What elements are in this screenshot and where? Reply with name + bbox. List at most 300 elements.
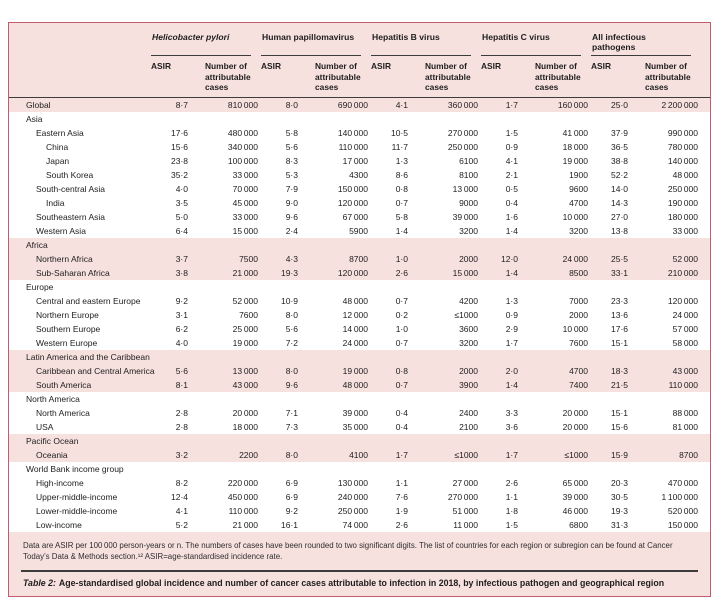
asir-value: 1·3 (505, 296, 518, 307)
asir-value: 2·1 (505, 170, 518, 181)
asir-value: 2·4 (285, 226, 298, 237)
table-row (9, 182, 710, 196)
asir-value: 3·1 (175, 310, 188, 321)
asir-value: 6·2 (175, 324, 188, 335)
asir-value: 0·4 (505, 198, 518, 209)
cases-column-header: Number of attributable cases (425, 61, 471, 92)
asir-value: 14·0 (610, 184, 628, 195)
cases-value: 150 000 (337, 184, 368, 195)
row-label: China (46, 142, 69, 153)
row-label: North America (36, 408, 90, 419)
cases-value: 39 000 (562, 492, 588, 503)
row-label: Northern Africa (36, 254, 93, 265)
asir-value: 52·2 (610, 170, 628, 181)
group-underline (591, 55, 691, 56)
asir-column-header: ASIR (371, 61, 392, 71)
asir-value: 4·0 (175, 338, 188, 349)
table-row (9, 154, 710, 168)
asir-value: 8·2 (175, 478, 188, 489)
row-label: High-income (36, 478, 84, 489)
asir-value: 37·9 (610, 128, 628, 139)
asir-value: 0·7 (395, 296, 408, 307)
cases-value: 8100 (459, 170, 478, 181)
row-label: Southern Europe (36, 324, 101, 335)
row-label: Southeastern Asia (36, 212, 105, 223)
asir-value: 1·4 (505, 268, 518, 279)
asir-value: 2·6 (505, 478, 518, 489)
table-row (9, 504, 710, 518)
cases-column-header: Number of attributable cases (315, 61, 361, 92)
asir-value: 0·7 (395, 198, 408, 209)
cases-value: 13 000 (232, 366, 258, 377)
cases-value: 4200 (459, 296, 478, 307)
asir-value: 8·3 (285, 156, 298, 167)
cases-value: 2400 (459, 408, 478, 419)
pathogen-group-header-hbv (371, 28, 481, 56)
asir-value: 9·2 (285, 506, 298, 517)
asir-value: 19·3 (280, 268, 298, 279)
cases-value: 67 000 (342, 212, 368, 223)
asir-value: 20·3 (610, 478, 628, 489)
asir-value: 8·0 (285, 450, 298, 461)
asir-value: 8·6 (395, 170, 408, 181)
table-row (9, 210, 710, 224)
asir-value: 0·9 (505, 142, 518, 153)
asir-value: 3·7 (175, 254, 188, 265)
cases-value: 35 000 (342, 422, 368, 433)
table-row (9, 252, 710, 266)
asir-value: 3·6 (505, 422, 518, 433)
table-row (9, 266, 710, 280)
cases-value: 74 000 (342, 520, 368, 531)
asir-value: 5·2 (175, 520, 188, 531)
cases-value: 9000 (459, 198, 478, 209)
asir-value: 0·4 (395, 408, 408, 419)
asir-value: 7·9 (285, 184, 298, 195)
asir-value: 2·8 (175, 408, 188, 419)
table-row (9, 476, 710, 490)
asir-value: 12·0 (500, 254, 518, 265)
asir-value: 15·1 (610, 408, 628, 419)
asir-value: 5·8 (395, 212, 408, 223)
pathogen-group-header-hpv (261, 28, 371, 56)
asir-value: 3·5 (175, 198, 188, 209)
cases-value: 39 000 (452, 212, 478, 223)
asir-column-header: ASIR (151, 61, 172, 71)
cases-value: 7600 (569, 338, 588, 349)
cases-value: 110 000 (228, 506, 258, 517)
row-label: Pacific Ocean (26, 436, 79, 447)
asir-value: 8·0 (285, 310, 298, 321)
asir-value: 6·9 (285, 478, 298, 489)
asir-value: 15·6 (610, 422, 628, 433)
asir-value: 1·7 (395, 450, 408, 461)
cases-value: 250 000 (667, 184, 698, 195)
asir-value: 27·0 (610, 212, 628, 223)
cases-value: 21 000 (232, 268, 258, 279)
cases-value: 250 000 (337, 506, 368, 517)
cases-value: 25 000 (232, 324, 258, 335)
asir-value: 7·2 (285, 338, 298, 349)
table-row (9, 196, 710, 210)
cases-value: ≤1000 (564, 450, 588, 461)
cases-value: 33 000 (232, 212, 258, 223)
section-row (9, 238, 710, 252)
cases-value: 24 000 (672, 310, 698, 321)
cases-value: 470 000 (667, 478, 698, 489)
table-row (9, 490, 710, 504)
section-row (9, 434, 710, 448)
asir-value: 0·4 (395, 422, 408, 433)
cases-value: 3900 (459, 380, 478, 391)
cases-value: 180 000 (667, 212, 698, 223)
cases-value: 3200 (569, 226, 588, 237)
asir-value: 11·7 (391, 142, 408, 153)
cases-value: 240 000 (337, 492, 368, 503)
cases-value: 4700 (569, 198, 588, 209)
cases-value: 15 000 (452, 268, 478, 279)
asir-value: 6·9 (285, 492, 298, 503)
cases-value: 39 000 (342, 408, 368, 419)
cases-value: 7500 (239, 254, 258, 265)
section-row (9, 462, 710, 476)
cases-value: 1 100 000 (661, 492, 698, 503)
cases-value: 27 000 (452, 478, 478, 489)
cases-value: 140 000 (337, 128, 368, 139)
cases-value: 24 000 (562, 254, 588, 265)
asir-value: 0·2 (395, 310, 408, 321)
asir-value: 4·1 (395, 100, 408, 111)
row-label: Caribbean and Central America (36, 366, 155, 377)
cases-value: 810 000 (227, 100, 258, 111)
cases-value: 2100 (459, 422, 478, 433)
cases-value: 19 000 (232, 338, 258, 349)
asir-value: 18·3 (610, 366, 628, 377)
asir-value: 1·1 (505, 492, 518, 503)
group-label: All infectious pathogens (592, 32, 646, 52)
group-underline (261, 55, 361, 56)
asir-value: 7·1 (285, 408, 298, 419)
pathogen-group-header-hcv (481, 28, 591, 56)
cases-value: 120 000 (667, 296, 698, 307)
cases-value: 3200 (459, 338, 478, 349)
table-row (9, 420, 710, 434)
asir-value: 0·7 (395, 338, 408, 349)
group-underline (481, 55, 581, 56)
group-underline (371, 55, 471, 56)
asir-value: 3·2 (175, 450, 188, 461)
asir-value: 9·6 (285, 212, 298, 223)
row-label: Europe (26, 282, 54, 293)
row-label: Lower-middle-income (36, 506, 118, 517)
table-row (9, 126, 710, 140)
asir-value: 4·1 (175, 506, 188, 517)
cases-value: 81 000 (672, 422, 698, 433)
asir-value: 9·0 (285, 198, 298, 209)
table-row (9, 518, 710, 532)
asir-value: 1·5 (505, 520, 518, 531)
table-row (9, 140, 710, 154)
row-label: Africa (26, 240, 48, 251)
row-label: USA (36, 422, 54, 433)
asir-value: 1·6 (505, 212, 518, 223)
asir-value: 1·5 (505, 128, 518, 139)
asir-value: 0·7 (395, 380, 408, 391)
section-row (9, 280, 710, 294)
cases-value: 58 000 (672, 338, 698, 349)
caption-prefix: Table 2: (23, 577, 56, 588)
cases-value: 2000 (459, 254, 478, 265)
asir-value: 7·6 (395, 492, 408, 503)
group-underline (151, 55, 251, 56)
cases-value: 5900 (349, 226, 368, 237)
pathogen-group-row (9, 28, 710, 56)
asir-value: 8·7 (175, 100, 188, 111)
corner-cell (21, 28, 151, 56)
column-subheader-row (9, 56, 710, 97)
asir-value: 17·6 (610, 324, 628, 335)
cases-value: 190 000 (667, 198, 698, 209)
table-row (9, 322, 710, 336)
asir-column-header: ASIR (261, 61, 282, 71)
asir-value: 1·0 (395, 324, 408, 335)
cases-value: 210 000 (667, 268, 698, 279)
cases-value: 9600 (569, 184, 588, 195)
cases-value: 3600 (459, 324, 478, 335)
asir-value: 2·0 (505, 366, 518, 377)
row-label: South America (36, 380, 92, 391)
asir-value: 8·1 (175, 380, 188, 391)
cases-value: 2200 (239, 450, 258, 461)
cases-value: 43 000 (232, 380, 258, 391)
cases-value: 450 000 (227, 492, 258, 503)
asir-value: 1·4 (505, 380, 518, 391)
asir-value: 13·6 (610, 310, 628, 321)
asir-value: 0·8 (395, 184, 408, 195)
cases-value: 41 000 (562, 128, 588, 139)
group-label: Human papillomavirus (262, 32, 355, 42)
asir-value: 15·9 (610, 450, 628, 461)
row-label: Oceania (36, 450, 68, 461)
row-label: Upper-middle-income (36, 492, 118, 503)
footnote: Data are ASIR per 100 000 person-years or n. The numbers of cases have been rounded to two significant digits. The list of countries for each region or subregion can be found at Cancer Today’s Data & Methods section.¹² ASIR=age-standardised incidence rate. (23, 541, 673, 562)
asir-value: 3·8 (175, 268, 188, 279)
cases-value: 46 000 (562, 506, 588, 517)
asir-value: 5·8 (285, 128, 298, 139)
asir-value: 15·1 (610, 338, 628, 349)
cases-value: 6100 (459, 156, 478, 167)
row-label: Eastern Asia (36, 128, 84, 139)
cases-value: 140 000 (667, 156, 698, 167)
cases-value: 250 000 (447, 142, 478, 153)
asir-value: 25·0 (610, 100, 628, 111)
cases-value: 57 000 (672, 324, 698, 335)
asir-value: 2·9 (505, 324, 518, 335)
cases-value: 65 000 (562, 478, 588, 489)
cases-column-header: Number of attributable cases (645, 61, 691, 92)
cases-value: 51 000 (452, 506, 478, 517)
cases-value: 20 000 (562, 408, 588, 419)
table-row (9, 406, 710, 420)
table-caption (9, 572, 710, 596)
asir-value: 6·4 (175, 226, 188, 237)
asir-value: 3·3 (505, 408, 518, 419)
cases-column-header: Number of attributable cases (205, 61, 251, 92)
cases-value: 780 000 (667, 142, 698, 153)
asir-value: 0·9 (505, 310, 518, 321)
table-row (9, 224, 710, 238)
cases-value: 110 000 (668, 380, 698, 391)
asir-value: 33·1 (610, 268, 628, 279)
asir-value: 15·6 (170, 142, 188, 153)
cases-value: 21 000 (232, 520, 258, 531)
row-label: North America (26, 394, 80, 405)
cases-value: 8500 (569, 268, 588, 279)
asir-value: 4·0 (175, 184, 188, 195)
cases-value: 43 000 (672, 366, 698, 377)
group-label: Hepatitis B virus (372, 32, 440, 42)
row-label: Latin America and the Caribbean (26, 352, 150, 363)
asir-column-header: ASIR (481, 61, 502, 71)
row-label: Northern Europe (36, 310, 99, 321)
row-label: Global (26, 100, 51, 111)
asir-value: 1·9 (395, 506, 408, 517)
cases-value: 20 000 (232, 408, 258, 419)
cases-value: ≤1000 (454, 310, 478, 321)
cases-value: 10 000 (562, 212, 588, 223)
cases-value: 17 000 (342, 156, 368, 167)
asir-value: 1·7 (505, 338, 518, 349)
table-body (9, 98, 710, 532)
row-label: India (46, 198, 65, 209)
asir-value: 38·8 (610, 156, 628, 167)
cases-value: 7600 (239, 310, 258, 321)
cases-column-header: Number of attributable cases (535, 61, 581, 92)
table-row (9, 168, 710, 182)
cases-value: 15 000 (232, 226, 258, 237)
cases-value: 220 000 (227, 478, 258, 489)
asir-value: 0·5 (505, 184, 518, 195)
asir-value: 10·5 (390, 128, 408, 139)
cases-value: 3200 (459, 226, 478, 237)
table-row (9, 294, 710, 308)
row-label: Western Asia (36, 226, 86, 237)
cases-value: 1900 (569, 170, 588, 181)
asir-value: 9·6 (285, 380, 298, 391)
cases-value: 13 000 (452, 184, 478, 195)
row-label: Low-income (36, 520, 82, 531)
table-header (9, 28, 710, 97)
table-row (9, 378, 710, 392)
asir-value: 1·7 (505, 100, 518, 111)
pathogen-group-header-all (591, 28, 701, 56)
cases-value: 52 000 (232, 296, 258, 307)
cases-value: 8700 (679, 450, 698, 461)
cases-value: 12 000 (342, 310, 368, 321)
asir-value: 25·5 (610, 254, 628, 265)
asir-value: 16·1 (280, 520, 298, 531)
row-label: Sub-Saharan Africa (36, 268, 110, 279)
cases-value: 48 000 (342, 380, 368, 391)
table-row (9, 308, 710, 322)
cases-value: 52 000 (672, 254, 698, 265)
pathogen-group-header-hpylori (151, 28, 261, 56)
cases-value: 20 000 (562, 422, 588, 433)
cases-value: 19 000 (562, 156, 588, 167)
asir-value: 10·9 (280, 296, 298, 307)
asir-value: 1·7 (505, 450, 518, 461)
asir-value: 31·3 (610, 520, 628, 531)
table-card (8, 22, 711, 597)
section-row (9, 392, 710, 406)
cases-value: 100 000 (227, 156, 258, 167)
asir-value: 23·8 (170, 156, 188, 167)
asir-value: 1·4 (505, 226, 518, 237)
cases-value: 340 000 (227, 142, 258, 153)
cases-value: ≤1000 (454, 450, 478, 461)
cases-value: 8700 (349, 254, 368, 265)
row-label: Asia (26, 114, 43, 125)
cases-value: 2000 (569, 310, 588, 321)
cases-value: 88 000 (672, 408, 698, 419)
row-label: Central and eastern Europe (36, 296, 141, 307)
asir-value: 7·3 (285, 422, 298, 433)
table-row (9, 364, 710, 378)
asir-value: 1·3 (395, 156, 408, 167)
cases-value: 4300 (349, 170, 368, 181)
cases-value: 110 000 (338, 142, 368, 153)
asir-value: 4·1 (505, 156, 518, 167)
cases-value: 120 000 (337, 268, 368, 279)
cases-value: 120 000 (337, 198, 368, 209)
cases-value: 7400 (569, 380, 588, 391)
cases-value: 18 000 (562, 142, 588, 153)
row-label: Western Europe (36, 338, 98, 349)
asir-value: 4·3 (285, 254, 298, 265)
corner-cell (21, 58, 151, 93)
cases-value: 19 000 (342, 366, 368, 377)
cases-value: 24 000 (342, 338, 368, 349)
row-label: South Korea (46, 170, 94, 181)
section-row (9, 112, 710, 126)
table-row (9, 98, 710, 112)
cases-value: 48 000 (672, 170, 698, 181)
cases-value: 11 000 (453, 520, 478, 531)
cases-value: 10 000 (562, 324, 588, 335)
cases-value: 690 000 (337, 100, 368, 111)
cases-value: 48 000 (342, 296, 368, 307)
cases-value: 270 000 (447, 128, 478, 139)
cases-value: 4100 (349, 450, 368, 461)
asir-value: 35·2 (170, 170, 188, 181)
asir-value: 12·4 (170, 492, 188, 503)
section-row (9, 350, 710, 364)
asir-value: 8·0 (285, 366, 298, 377)
asir-value: 2·6 (395, 520, 408, 531)
table-row (9, 448, 710, 462)
asir-value: 9·2 (175, 296, 188, 307)
group-label: Helicobacter pylori (152, 32, 230, 42)
cases-value: 150 000 (667, 520, 698, 531)
row-label: World Bank income group (26, 464, 124, 475)
asir-value: 1·0 (395, 254, 408, 265)
cases-value: 45 000 (232, 198, 258, 209)
asir-value: 5·6 (285, 324, 298, 335)
cases-value: 33 000 (672, 226, 698, 237)
asir-value: 21·5 (610, 380, 628, 391)
asir-value: 17·6 (170, 128, 188, 139)
cases-value: 2000 (459, 366, 478, 377)
